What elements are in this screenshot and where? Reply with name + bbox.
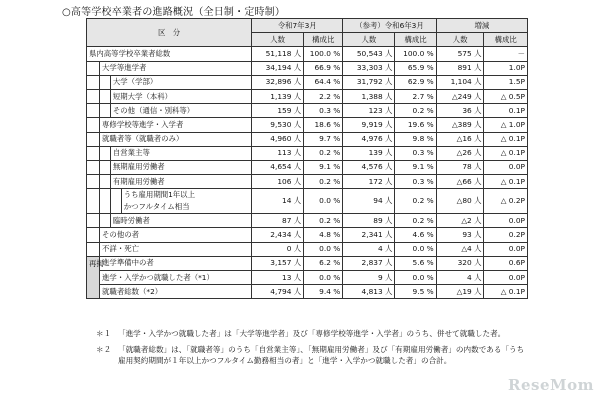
count-cell: 9,919 人 <box>343 118 395 132</box>
row-label: 無期雇用労働者 <box>110 160 251 174</box>
indent-spacer <box>100 89 111 103</box>
ratio-cell: 0.3 % <box>395 146 436 160</box>
count-cell: 33,303 人 <box>343 61 395 75</box>
footnotes <box>96 328 526 367</box>
indent-spacer <box>100 175 111 189</box>
count-cell: 123 人 <box>343 104 395 118</box>
count-cell: 891 人 <box>436 61 484 75</box>
count-cell: △4 人 <box>436 242 484 256</box>
count-cell: 172 人 <box>343 175 395 189</box>
table-row <box>87 271 528 285</box>
ratio-cell: △ 0.1P <box>484 175 528 189</box>
row-label: 不詳・死亡 <box>100 242 252 256</box>
ratio-cell: － <box>484 47 528 61</box>
indent-spacer <box>100 214 111 228</box>
indent-spacer <box>87 132 100 146</box>
ratio-cell: 0.0 % <box>395 242 436 256</box>
count-cell: 4,976 人 <box>343 132 395 146</box>
ratio-cell: 100.0 % <box>395 47 436 61</box>
footnote <box>96 344 526 367</box>
count-cell: △16 人 <box>436 132 484 146</box>
ratio-cell: 0.0P <box>484 242 528 256</box>
header-sub-col: 人数 <box>252 33 304 47</box>
indent-spacer <box>87 61 100 75</box>
ratio-cell: 0.0P <box>484 160 528 174</box>
count-cell: 1,104 人 <box>436 75 484 89</box>
row-label: 専修学校等進学・入学者 <box>100 118 252 132</box>
count-cell: 4,654 人 <box>252 160 304 174</box>
header-group-current: 令和7年3月 <box>252 19 343 33</box>
count-cell: △66 人 <box>436 175 484 189</box>
ratio-cell: 0.0P <box>484 214 528 228</box>
ratio-cell: 0.3 % <box>304 104 343 118</box>
count-cell: 139 人 <box>343 146 395 160</box>
table-row <box>87 75 528 89</box>
ratio-cell: 0.1P <box>484 104 528 118</box>
indent-spacer <box>100 75 111 89</box>
ratio-cell: 0.0 % <box>304 242 343 256</box>
ratio-cell: 0.6P <box>484 256 528 270</box>
indent-spacer <box>87 118 100 132</box>
count-cell: △26 人 <box>436 146 484 160</box>
count-cell: 575 人 <box>436 47 484 61</box>
career-table <box>86 18 528 299</box>
indent-spacer <box>87 214 100 228</box>
ratio-cell: 0.2 % <box>304 175 343 189</box>
ratio-cell: 9.5 % <box>395 285 436 299</box>
table-row <box>87 61 528 75</box>
count-cell: 0 人 <box>252 242 304 256</box>
ratio-cell: 0.3 % <box>395 175 436 189</box>
row-label: 大学（学部） <box>110 75 251 89</box>
ratio-cell: 1.0P <box>484 61 528 75</box>
header-sub-col: 構成比 <box>395 33 436 47</box>
ratio-cell: 9.1 % <box>304 160 343 174</box>
row-label: 有期雇用労働者 <box>110 175 251 189</box>
count-cell: 89 人 <box>343 214 395 228</box>
indent-spacer <box>87 146 100 160</box>
table-row <box>87 256 528 270</box>
header-sub-col: 人数 <box>436 33 484 47</box>
table-row <box>87 214 528 228</box>
row-label-line: うち雇用期間1年以上 <box>123 190 195 200</box>
table-row <box>87 146 528 160</box>
count-cell: 50,543 人 <box>343 47 395 61</box>
table-row <box>87 47 528 61</box>
ratio-cell: △ 0.1P <box>484 132 528 146</box>
indent-spacer <box>87 242 100 256</box>
count-cell: 1,388 人 <box>343 89 395 103</box>
row-label: その他（通信・別科等） <box>110 104 251 118</box>
count-cell: 4,813 人 <box>343 285 395 299</box>
ratio-cell: 9.7 % <box>304 132 343 146</box>
row-label: 自営業主等 <box>110 146 251 160</box>
ratio-cell: 0.2 % <box>304 214 343 228</box>
ratio-cell: △ 0.1P <box>484 146 528 160</box>
ratio-cell: 18.6 % <box>304 118 343 132</box>
ratio-cell: 0.0 % <box>304 271 343 285</box>
count-cell: 32,896 人 <box>252 75 304 89</box>
header-group-change: 増減 <box>436 19 527 33</box>
count-cell: 51,118 人 <box>252 47 304 61</box>
count-cell: 78 人 <box>436 160 484 174</box>
count-cell: 34,194 人 <box>252 61 304 75</box>
ratio-cell: 0.2 % <box>395 189 436 214</box>
ratio-cell: 0.0P <box>484 271 528 285</box>
indent-spacer <box>87 89 100 103</box>
count-cell: 31,792 人 <box>343 75 395 89</box>
table-row <box>87 189 528 214</box>
ratio-cell: 9.4 % <box>304 285 343 299</box>
count-cell: 14 人 <box>252 189 304 214</box>
ratio-cell: 4.8 % <box>304 228 343 242</box>
indent-spacer <box>87 160 100 174</box>
table-row <box>87 175 528 189</box>
count-cell: 9,530 人 <box>252 118 304 132</box>
ratio-cell: 66.9 % <box>304 61 343 75</box>
ratio-cell: 64.4 % <box>304 75 343 89</box>
indent-spacer <box>100 160 111 174</box>
ratio-cell: 2.2 % <box>304 89 343 103</box>
row-label-line: かつフルタイム相当 <box>123 202 190 212</box>
count-cell: 113 人 <box>252 146 304 160</box>
ratio-cell: 9.1 % <box>395 160 436 174</box>
count-cell: 94 人 <box>343 189 395 214</box>
table-row <box>87 242 528 256</box>
row-label: 進学・入学かつ就職した者（*1） <box>100 271 252 285</box>
indent-spacer <box>110 189 121 214</box>
count-cell: 9 人 <box>343 271 395 285</box>
ratio-cell: △ 1.0P <box>484 118 528 132</box>
row-label: その他の者 <box>100 228 252 242</box>
ratio-cell: 0.2 % <box>395 104 436 118</box>
count-cell: 2,341 人 <box>343 228 395 242</box>
count-cell: 93 人 <box>436 228 484 242</box>
count-cell: 4 人 <box>436 271 484 285</box>
indent-spacer <box>87 104 100 118</box>
ratio-cell: 100.0 % <box>304 47 343 61</box>
table-row <box>87 89 528 103</box>
count-cell: △80 人 <box>436 189 484 214</box>
row-label: 進学準備中の者 <box>100 256 252 270</box>
row-label: 就職者等（就職者のみ） <box>100 132 252 146</box>
count-cell: △19 人 <box>436 285 484 299</box>
indent-spacer <box>100 189 111 214</box>
ratio-cell: 19.6 % <box>395 118 436 132</box>
ratio-cell: △ 0.5P <box>484 89 528 103</box>
count-cell: 1,139 人 <box>252 89 304 103</box>
indent-spacer <box>100 146 111 160</box>
header-category: 区 分 <box>87 19 252 47</box>
table-row <box>87 118 528 132</box>
indent-spacer <box>100 104 111 118</box>
count-cell: 320 人 <box>436 256 484 270</box>
footnote-mark: ＊２ <box>96 344 112 354</box>
count-cell: 4 人 <box>343 242 395 256</box>
count-cell: △389 人 <box>436 118 484 132</box>
header-sub-col: 人数 <box>343 33 395 47</box>
ratio-cell: 2.7 % <box>395 89 436 103</box>
count-cell: 2,837 人 <box>343 256 395 270</box>
footnote-mark: ＊１ <box>96 329 112 338</box>
table-row <box>87 104 528 118</box>
ratio-cell: 1.5P <box>484 75 528 89</box>
count-cell: 13 人 <box>252 271 304 285</box>
side-label-cell: 再掲 <box>87 256 100 299</box>
page-title: ○高等学校卒業者の進路概況（全日制・定時制） <box>62 7 286 18</box>
ratio-cell: 5.6 % <box>395 256 436 270</box>
ratio-cell: 0.2 % <box>395 214 436 228</box>
count-cell: △249 人 <box>436 89 484 103</box>
indent-spacer <box>87 175 100 189</box>
ratio-cell: 62.9 % <box>395 75 436 89</box>
count-cell: 4,794 人 <box>252 285 304 299</box>
ratio-cell: 0.2P <box>484 228 528 242</box>
ratio-cell: 9.8 % <box>395 132 436 146</box>
count-cell: 4,576 人 <box>343 160 395 174</box>
ratio-cell: △ 0.2P <box>484 189 528 214</box>
ratio-cell: 0.2 % <box>304 146 343 160</box>
ratio-cell: 65.9 % <box>395 61 436 75</box>
row-label <box>121 189 251 214</box>
count-cell: 4,960 人 <box>252 132 304 146</box>
table-row <box>87 228 528 242</box>
count-cell: △2 人 <box>436 214 484 228</box>
ratio-cell: 0.0 % <box>304 189 343 214</box>
ratio-cell: △ 0.1P <box>484 285 528 299</box>
ratio-cell: 4.6 % <box>395 228 436 242</box>
row-label: 大学等進学者 <box>100 61 252 75</box>
table-row <box>87 132 528 146</box>
count-cell: 2,434 人 <box>252 228 304 242</box>
count-cell: 159 人 <box>252 104 304 118</box>
table-row <box>87 160 528 174</box>
footnote <box>96 328 526 340</box>
header-sub-col: 構成比 <box>304 33 343 47</box>
ratio-cell: 6.2 % <box>304 256 343 270</box>
indent-spacer <box>87 189 100 214</box>
table-body <box>87 47 528 299</box>
count-cell: 87 人 <box>252 214 304 228</box>
watermark-logo: ReseMom <box>508 376 594 394</box>
header-group-previous: （参考）令和6年3月 <box>343 19 436 33</box>
count-cell: 3,157 人 <box>252 256 304 270</box>
table-row <box>87 285 528 299</box>
row-label: 就職者総数（*2） <box>100 285 252 299</box>
indent-spacer <box>87 75 100 89</box>
count-cell: 36 人 <box>436 104 484 118</box>
footnote-text: 「進学・入学かつ就職した者」は「大学等進学者」及び「専修学校等進学・入学者」のうち、併せて就職した者。 <box>118 329 506 338</box>
row-label: 県内高等学校卒業者総数 <box>87 47 252 61</box>
footnote-text: 「就職者総数」は、「就職者等」のうち「自営業主等」、「無期雇用労働者」及び「有期雇用労働者」の内数である「うち雇用契約期間が１年以上かつフルタイム勤務相当の者」と「進学・入学かつ就職した者」の合計。 <box>118 344 525 365</box>
ratio-cell: 0.0 % <box>395 271 436 285</box>
row-label: 臨時労働者 <box>110 214 251 228</box>
header-sub-col: 構成比 <box>484 33 528 47</box>
count-cell: 106 人 <box>252 175 304 189</box>
row-label: 短期大学（本科） <box>110 89 251 103</box>
indent-spacer <box>87 228 100 242</box>
